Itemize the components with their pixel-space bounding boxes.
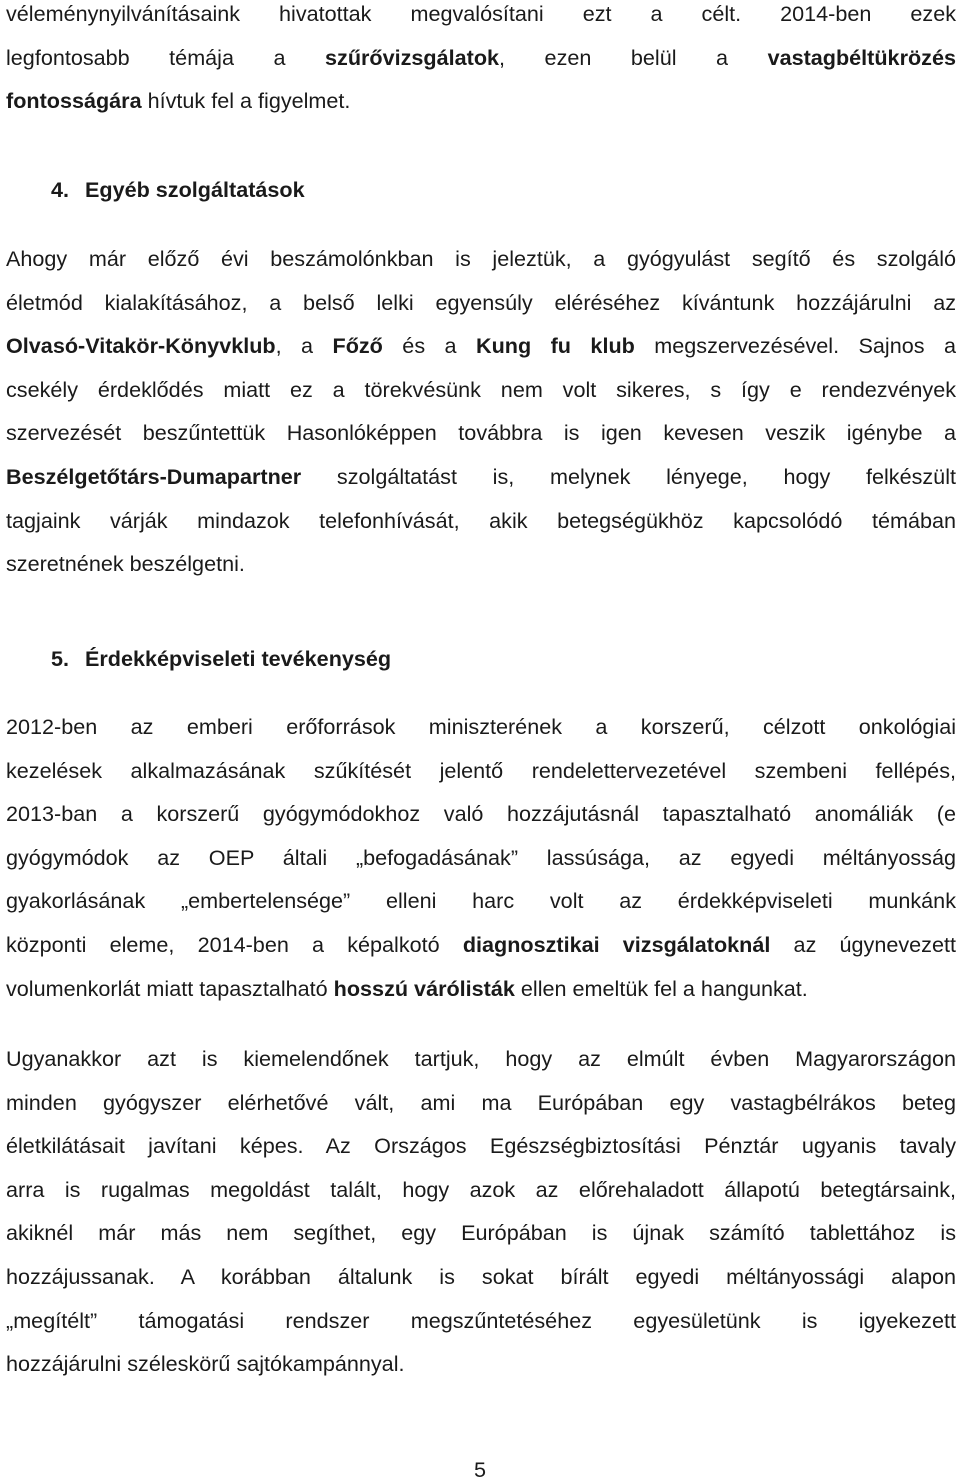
text-run: „megítélt” támogatási rendszer megszűntetéséhez egyesületünk is igyekezett	[6, 1307, 956, 1333]
bold-text: fontosságára	[6, 88, 142, 114]
text-line	[6, 923, 956, 967]
section-paragraph	[6, 237, 956, 586]
section-paragraph	[6, 705, 956, 1010]
text-run: az úgynevezett	[770, 931, 956, 957]
intro-paragraph	[6, 0, 956, 123]
text-run: szeretnének beszélgetni.	[6, 551, 245, 577]
text-line	[6, 792, 956, 836]
text-line	[6, 542, 956, 586]
text-line	[6, 836, 956, 880]
section-number: 5.	[51, 646, 70, 671]
text-line	[6, 967, 956, 1011]
text-line	[6, 749, 956, 793]
section-heading	[6, 637, 391, 681]
text-run: megszervezésével. Sajnos a	[634, 333, 956, 359]
text-run: gyógymódok az OEP általi „befogadásának” lassúsága, az egyedi méltányosság	[6, 844, 956, 870]
section-title: Egyéb szolgáltatások	[85, 177, 305, 202]
text-line	[6, 0, 956, 36]
text-line	[6, 411, 956, 455]
text-run: akiknél már más nem segíthet, egy Európában is újnak számító tablettához is	[6, 1220, 956, 1246]
bold-text: diagnosztikai vizsgálatoknál	[462, 931, 771, 957]
text-run: tagjaink várják mindazok telefonhívását, akik betegségükhöz kapcsolódó témában	[6, 507, 956, 533]
text-line	[6, 499, 956, 543]
text-line	[6, 1081, 956, 1125]
text-run: és a	[382, 333, 477, 359]
text-line	[6, 1211, 956, 1255]
text-run: gyakorlásának „embertelensége” elleni harc volt az érdekképviseleti munkánk	[6, 888, 956, 914]
text-run: , a	[275, 333, 333, 359]
bold-text: Főző	[332, 333, 383, 359]
bold-text: Beszélgetőtárs-Dumapartner	[6, 463, 302, 489]
text-run: életmód kialakításához, a belső lelki egyensúly eléréséhez kívántunk hozzájárulni az	[6, 289, 956, 315]
text-run: volumenkorlát miatt tapasztalható	[6, 975, 334, 1001]
text-line	[6, 36, 956, 80]
text-run: központi eleme, 2014-ben a képalkotó	[6, 931, 463, 957]
text-line	[6, 1168, 956, 1212]
text-run: ellen emeltük fel a hangunkat.	[514, 975, 808, 1001]
text-run: életkilátásait javítani képes. Az Országos Egészségbiztosítási Pénztár ugyanis tavaly	[6, 1133, 956, 1159]
bold-text: hosszú várólisták	[333, 975, 515, 1001]
text-run: , ezen belül a	[499, 44, 768, 70]
section-heading	[6, 168, 305, 212]
text-run: hívtuk fel a figyelmet.	[141, 88, 351, 114]
text-run: 2013-ban a korszerű gyógymódokhoz való hozzájutásnál tapasztalható anomáliák (e	[6, 801, 956, 827]
text-run: hozzájussanak. A korábban általunk is sokat bírált egyedi méltányossági alapon	[6, 1263, 956, 1289]
text-run: 2012-ben az emberi erőforrások miniszterének a korszerű, célzott onkológiai	[6, 714, 956, 739]
text-line	[6, 1342, 956, 1386]
text-run: csekély érdeklődés miatt ez a törekvésünk nem volt sikeres, s így e rendezvények	[6, 376, 956, 402]
text-run: Ahogy már előző évi beszámolónkban is jeleztük, a gyógyulást segítő és szolgáló	[6, 246, 956, 271]
bold-text: vastagbéltükrözés	[767, 44, 956, 70]
text-line	[6, 879, 956, 923]
text-line	[6, 1037, 956, 1081]
text-run: minden gyógyszer elérhetővé vált, ami ma Európában egy vastagbélrákos beteg	[6, 1089, 956, 1115]
bold-text: Kung fu klub	[476, 333, 635, 359]
text-line	[6, 705, 956, 749]
text-line	[6, 1255, 956, 1299]
text-run: véleménynyilvánításaink hivatottak megvalósítani ezt a célt. 2014-ben ezek	[6, 1, 956, 26]
text-run: kezelések alkalmazásának szűkítését jelentő rendelettervezetével szembeni fellépés,	[6, 757, 956, 783]
bold-text: szűrővizsgálatok	[325, 44, 500, 70]
text-line	[6, 79, 956, 123]
text-line	[6, 368, 956, 412]
text-run: legfontosabb témája a	[6, 44, 326, 70]
text-run: szervezését beszűntettük Hasonlóképpen továbbra is igen kevesen veszik igénybe a	[6, 420, 956, 446]
text-line	[6, 455, 956, 499]
text-line	[6, 1124, 956, 1168]
bold-text: Olvasó-Vitakör-Könyvklub	[6, 333, 276, 359]
text-run: szolgáltatást is, melynek lényege, hogy felkészült	[301, 463, 956, 489]
text-line	[6, 237, 956, 281]
page-number: 5	[473, 1457, 486, 1482]
text-line	[6, 1299, 956, 1343]
text-line	[6, 281, 956, 325]
section-number: 4.	[51, 177, 70, 202]
section-title: Érdekképviseleti tevékenység	[85, 646, 392, 671]
text-run: Ugyanakkor azt is kiemelendőnek tartjuk, hogy az elmúlt évben Magyarországon	[6, 1046, 956, 1071]
text-run: hozzájárulni széleskörű sajtókampánnyal.	[6, 1351, 405, 1377]
text-run: arra is rugalmas megoldást talált, hogy azok az előrehaladott állapotú betegtársaink,	[6, 1176, 956, 1202]
section-paragraph	[6, 1037, 956, 1386]
text-line	[6, 324, 956, 368]
